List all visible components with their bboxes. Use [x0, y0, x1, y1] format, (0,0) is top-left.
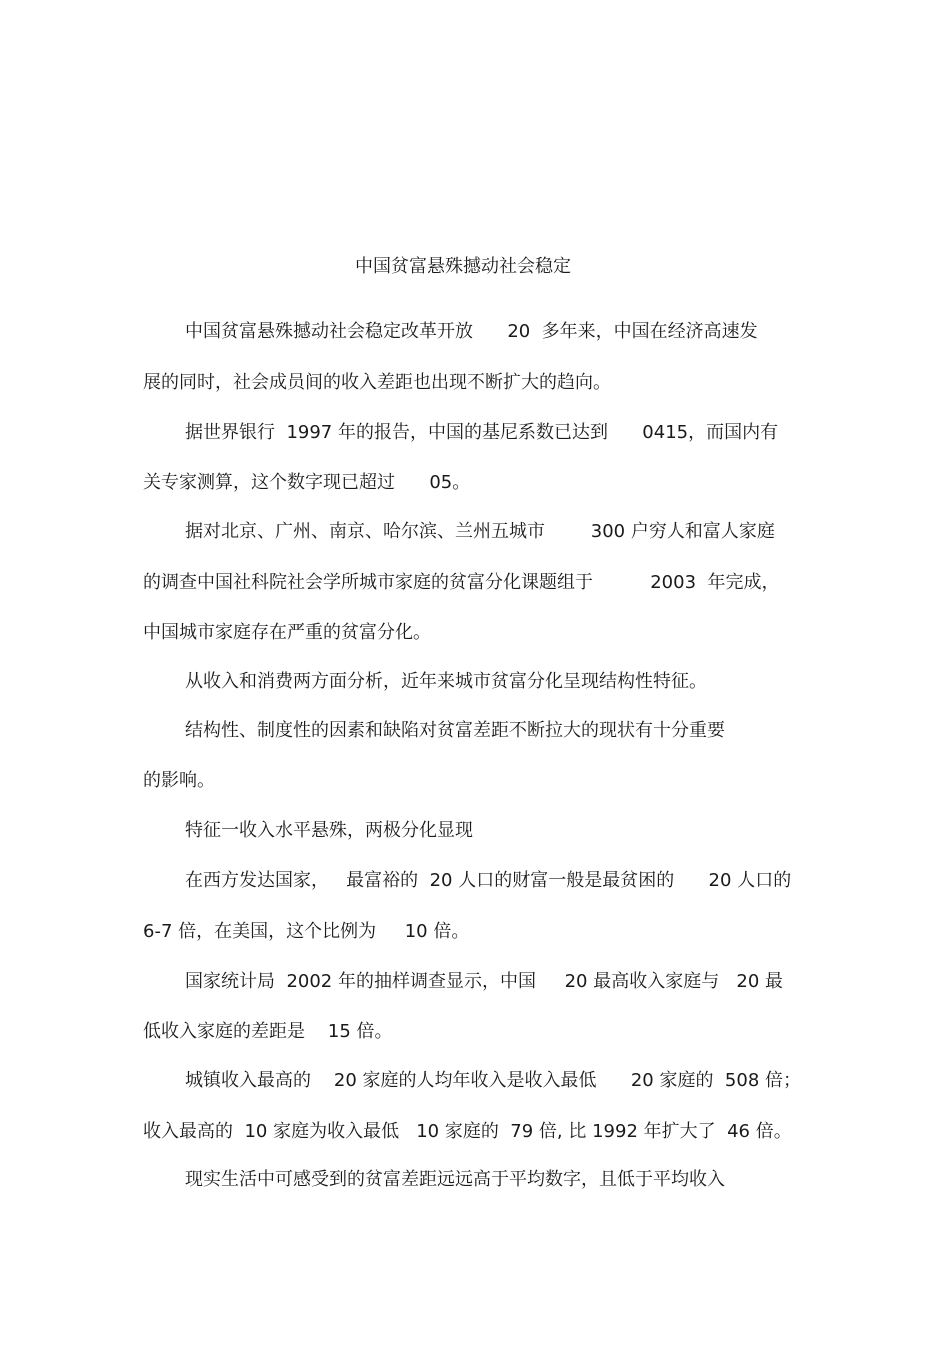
paragraph-line: 据对北京、广州、南京、哈尔滨、兰州五城市 300 户穷人和富人家庭 [185, 521, 775, 542]
paragraph-line: 城镇收入最高的 20 家庭的人均年收入是收入最低 20 家庭的 508 倍； [185, 1070, 801, 1091]
section-heading: 特征一收入水平悬殊，两极分化显现 [185, 820, 473, 841]
document-title: 中国贫富悬殊撼动社会稳定 [355, 256, 571, 277]
paragraph-line: 在西方发达国家， 最富裕的 20 人口的财富一般是最贫困的 20 人口的 [185, 870, 792, 891]
paragraph-line: 6-7 倍，在美国，这个比例为 10 倍。 [143, 921, 470, 942]
paragraph-line: 国家统计局 2002 年的抽样调查显示，中国 20 最高收入家庭与 20 最 [185, 971, 783, 992]
paragraph-line: 低收入家庭的差距是 15 倍。 [143, 1021, 393, 1042]
paragraph-line: 现实生活中可感受到的贫富差距远远高于平均数字，且低于平均收入 [185, 1169, 725, 1190]
paragraph-line: 关专家测算，这个数字现已超过 05。 [143, 472, 471, 493]
paragraph-line: 的影响。 [143, 770, 215, 791]
paragraph-line: 收入最高的 10 家庭为收入最低 10 家庭的 79 倍, 比 1992 年扩大了 46 倍。 [143, 1121, 792, 1142]
paragraph-line: 的调查中国社科院社会学所城市家庭的贫富分化课题组于 2003 年完成， [143, 572, 780, 593]
paragraph-line: 从收入和消费两方面分析，近年来城市贫富分化呈现结构性特征。 [185, 671, 707, 692]
paragraph-line: 据世界银行 1997 年的报告，中国的基尼系数已达到 0415，而国内有 [185, 422, 779, 443]
paragraph-line: 结构性、制度性的因素和缺陷对贫富差距不断拉大的现状有十分重要 [185, 720, 725, 741]
paragraph-line: 展的同时，社会成员间的收入差距也出现不断扩大的趋向。 [143, 372, 611, 393]
paragraph-line: 中国城市家庭存在严重的贫富分化。 [143, 622, 431, 643]
paragraph-line: 中国贫富悬殊撼动社会稳定改革开放 20 多年来，中国在经济高速发 [185, 321, 758, 342]
